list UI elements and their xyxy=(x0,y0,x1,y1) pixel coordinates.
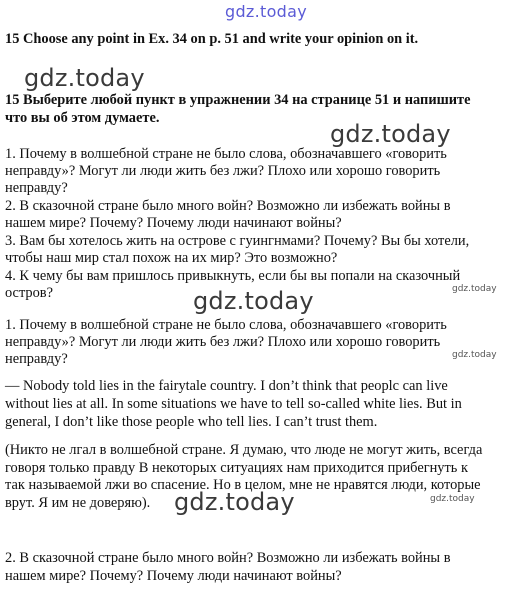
watermark: gdz.today xyxy=(174,488,295,516)
watermark-top: gdz.today xyxy=(225,2,307,21)
answer-russian-cont: говоря только правду В некоторых ситуациях нам приходится прибегнуть к xyxy=(5,460,468,476)
next-question-cont: нашем мире? Почему? Почему люди начинают войны? xyxy=(5,568,342,584)
answer-english: — Nobody told lies in the fairytale country. I don’t think that peoplc can live xyxy=(5,378,448,394)
answer-question-cont: неправду»? Могут ли люди жить без лжи? Плохо или хорошо говорить xyxy=(5,334,441,350)
next-question: 2. В сказочной стране было много войн? Возможно ли избежать войны в xyxy=(5,550,451,566)
point-1-cont: неправду»? Могут ли люди жить без лжи? Плохо или хорошо говорить xyxy=(5,163,441,179)
watermark-small: gdz.today xyxy=(452,350,497,360)
task-title-ru-cont: что вы об этом думаете. xyxy=(5,110,160,126)
point-4-cont: остров? xyxy=(5,285,53,301)
task-title-ru: 15 Выберите любой пункт в упражнении 34 на странице 51 и напишите xyxy=(5,92,471,108)
point-3-cont: чтобы наш мир стал похож на их мир? Это возможно? xyxy=(5,250,338,266)
point-1-cont: неправду? xyxy=(5,180,68,196)
point-1: 1. Почему в волшебной стране не было слова, обозначавшего «говорить xyxy=(5,146,447,162)
task-title-en: 15 Choose any point in Ex. 34 on p. 51 and write your opinion on it. xyxy=(5,31,419,47)
point-2: 2. В сказочной стране было много войн? Возможно ли избежать войны в xyxy=(5,198,451,214)
point-4: 4. К чему бы вам пришлось привыкнуть, если бы вы попали на сказочный xyxy=(5,268,461,284)
answer-english-cont: without lies at all. In some situations we have to tell so-called white lies. But in xyxy=(5,396,462,412)
watermark: gdz.today xyxy=(193,287,314,315)
answer-question: 1. Почему в волшебной стране не было слова, обозначавшего «говорить xyxy=(5,317,447,333)
answer-russian: (Никто не лгал в волшебной стране. Я думаю, что люде не могут жить, всегда xyxy=(5,442,483,458)
answer-english-cont: general, I don’t like those people who tell lies. I can’t trust them. xyxy=(5,414,378,430)
answer-question-cont: неправду? xyxy=(5,351,68,367)
watermark: gdz.today xyxy=(330,120,451,148)
watermark-small: gdz.today xyxy=(452,284,497,294)
watermark-small: gdz.today xyxy=(430,494,475,504)
watermark: gdz.today xyxy=(24,64,145,92)
answer-russian-cont: врут. Я им не доверяю). xyxy=(5,495,151,511)
point-3: 3. Вам бы хотелось жить на острове с гуингнмами? Почему? Вы бы хотели, xyxy=(5,233,470,249)
point-2-cont: нашем мире? Почему? Почему люди начинают войны? xyxy=(5,215,342,231)
answer-russian-cont: так называемой лжи во спасение. Но в целом, мне не нравятся люди, которые xyxy=(5,477,481,493)
